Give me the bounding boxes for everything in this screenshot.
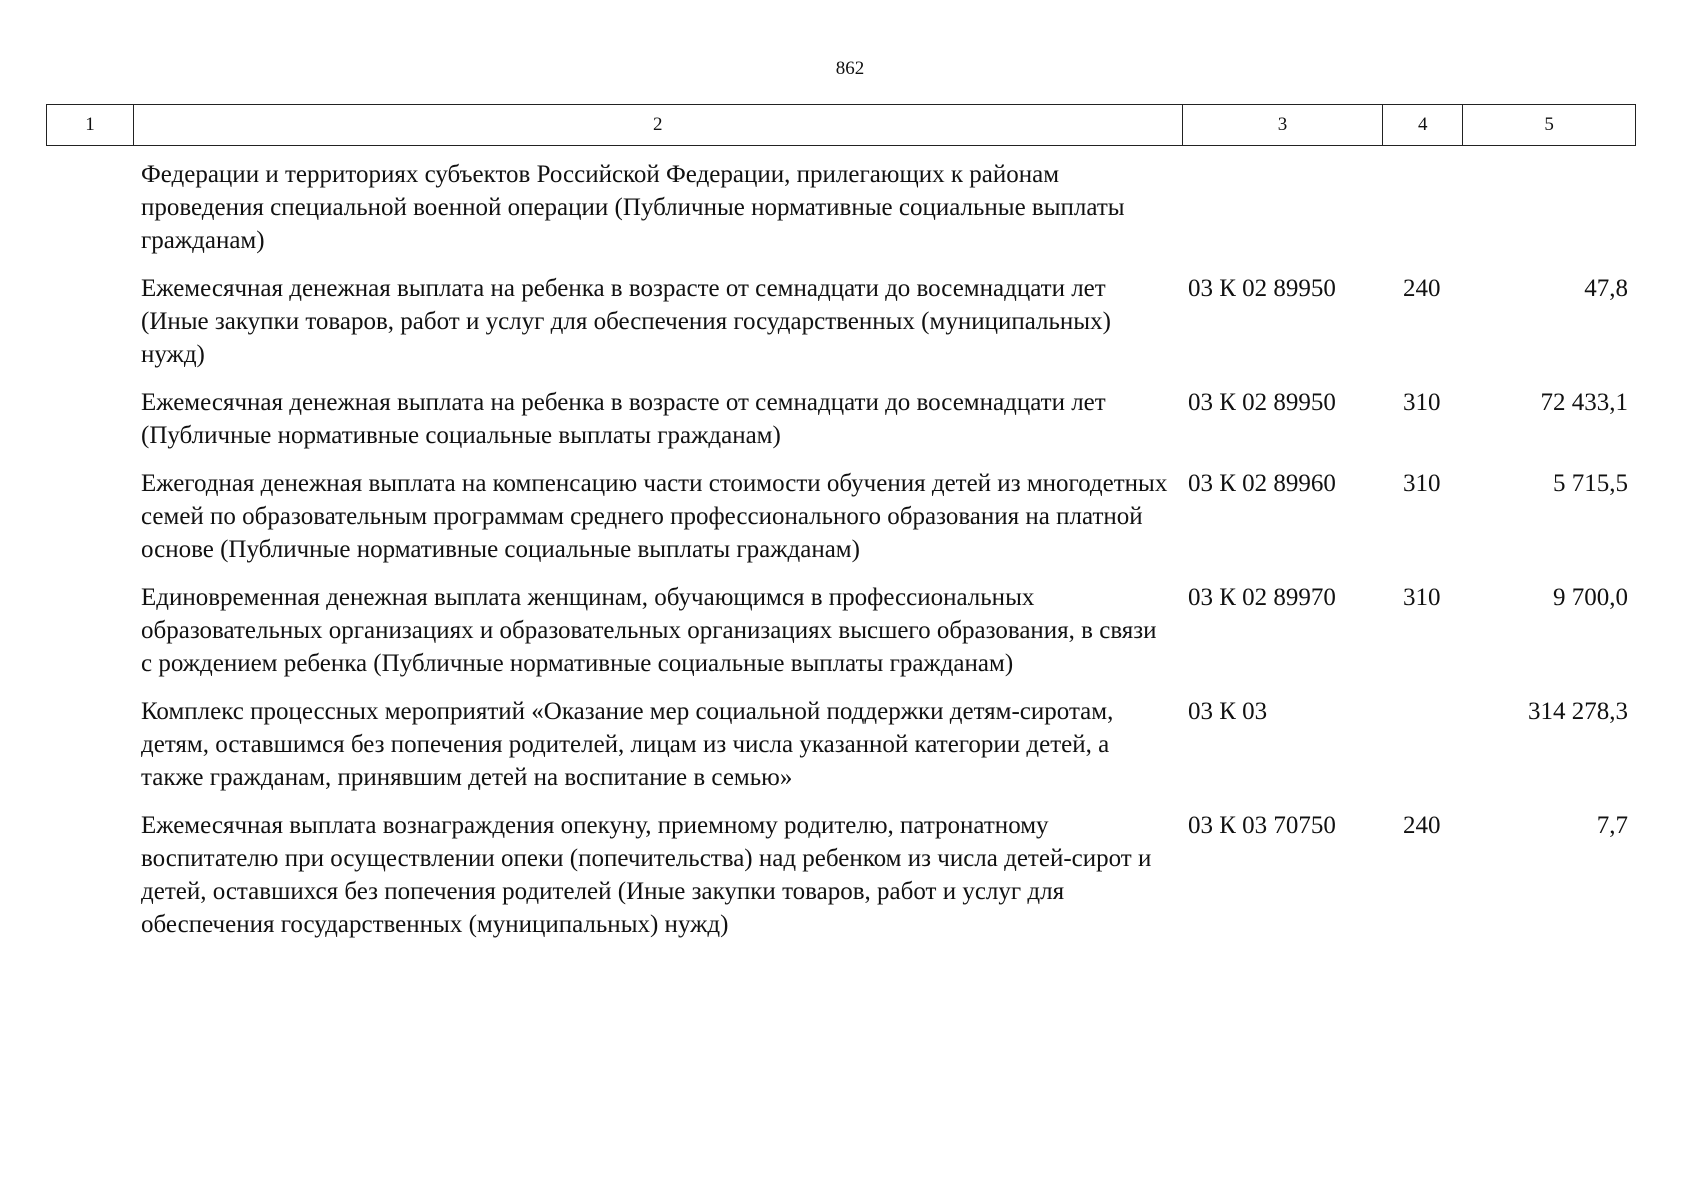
row-expense-type: 310 [1403,584,1441,611]
row-amount: 9 700,0 [1553,584,1628,611]
row-amount: 5 715,5 [1553,470,1628,497]
row-code: 03 К 02 89950 [1188,275,1336,302]
header-col-4: 4 [1382,105,1462,145]
row-code: 03 К 03 [1188,698,1268,725]
row-expense-type: 240 [1403,812,1441,839]
row-code [1182,158,1383,257]
table-body [46,158,1636,956]
row-amount: 7,7 [1596,812,1628,839]
row-code: 03 К 02 89970 [1188,584,1336,611]
row-description: Ежемесячная денежная выплата на ребенка в возрасте от семнадцати до восемнадцати лет (Иные закупки товаров, работ и услуг для обеспечения государственных (муниципальных) нужд) [141,275,1111,368]
table-row [46,809,1636,941]
table-header [46,104,1636,146]
row-description: Ежегодная денежная выплата на компенсацию части стоимости обучения детей из многодетных семей по образовательным программам среднего профессионального образования на платной основе (Публичные нормативные социальные выплаты гражданам) [141,470,1168,563]
table-row [46,386,1636,452]
table-row [46,695,1636,794]
row-expense-type: 240 [1403,275,1441,302]
header-col-1: 1 [85,114,95,135]
header-col-5: 5 [1462,105,1635,145]
row-code: 03 К 03 70750 [1188,812,1336,839]
header-col-3: 3 [1182,105,1383,145]
row-code: 03 К 02 89960 [1188,470,1336,497]
row-expense-type: 310 [1403,389,1441,416]
row-amount [1463,158,1636,257]
row-expense-type [1383,158,1463,257]
row-description: Ежемесячная выплата вознаграждения опекуну, приемному родителю, патронатному воспитателю при осуществлении опеки (попечительства) над ребенком из числа детей-сирот и детей, оставшихся без попечения родителей (Иные закупки товаров, работ и услуг для обеспечения государственных (муниципальных) нужд) [141,812,1152,938]
header-col-2: 2 [133,105,1182,145]
row-description: Единовременная денежная выплата женщинам, обучающимся в профессиональных образовательных организациях и образовательных организациях высшего образования, в связи с рождением ребенка (Публичные нормативные социальные выплаты гражданам) [141,584,1157,677]
row-expense-type: 310 [1403,470,1441,497]
row-amount: 72 433,1 [1540,389,1628,416]
row-expense-type [1383,695,1463,794]
row-amount: 314 278,3 [1528,698,1628,725]
row-amount: 47,8 [1584,275,1628,302]
table-row [46,467,1636,566]
table-row [46,581,1636,680]
table-row [46,158,1636,257]
row-description: Федерации и территориях субъектов Российской Федерации, прилегающих к районам проведения специальной военной операции (Публичные нормативные социальные выплаты гражданам) [141,161,1125,254]
row-code: 03 К 02 89950 [1188,389,1336,416]
row-description: Ежемесячная денежная выплата на ребенка в возрасте от семнадцати до восемнадцати лет (Публичные нормативные социальные выплаты гражданам) [141,389,1106,449]
table-row [46,272,1636,371]
row-description: Комплекс процессных мероприятий «Оказание мер социальной поддержки детям-сиротам, детям, оставшимся без попечения родителей, лицам из числа указанной категории детей, а также гражданам, принявшим детей на воспитание в семью» [141,698,1114,791]
page-number: 862 [835,58,865,79]
